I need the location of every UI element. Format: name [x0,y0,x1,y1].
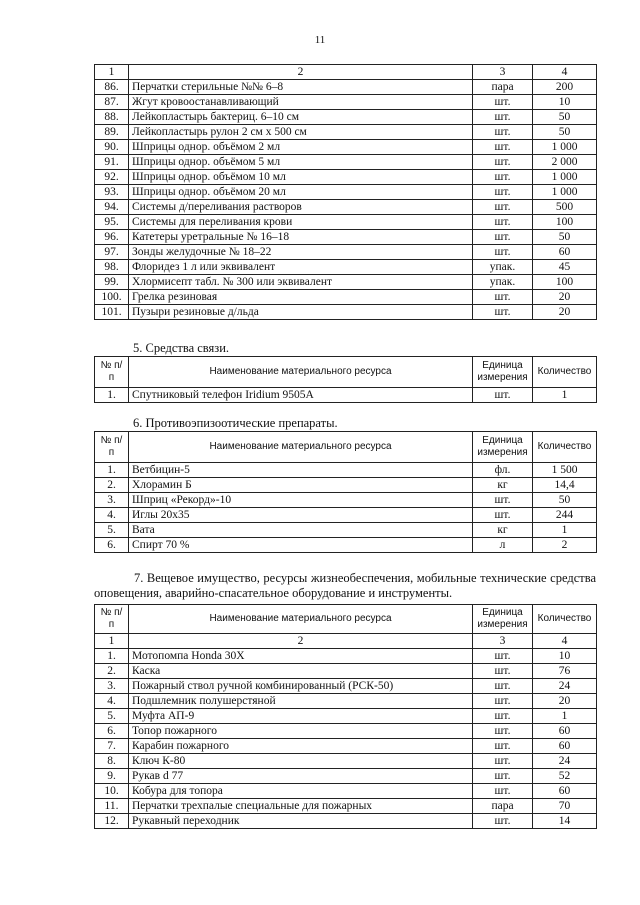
table-row [95,170,597,185]
item-name: Мотопомпа Honda 30X [129,649,473,664]
table-row [95,478,597,493]
item-unit: шт. [473,784,533,799]
item-name: Шприцы однор. объёмом 2 мл [129,140,473,155]
item-quantity: 244 [533,508,597,523]
column-number: 1 [95,65,129,80]
header-unit: Единица измерения [473,357,533,388]
item-unit: шт. [473,155,533,170]
item-quantity: 50 [533,110,597,125]
header-quantity: Количество [533,432,597,463]
row-number: 3. [95,679,129,694]
item-quantity: 100 [533,275,597,290]
item-quantity: 70 [533,799,597,814]
item-quantity: 50 [533,230,597,245]
item-name: Шприцы однор. объёмом 20 мл [129,185,473,200]
item-name: Зонды желудочные № 18–22 [129,245,473,260]
item-unit: шт. [473,493,533,508]
item-name: Каска [129,664,473,679]
item-name: Жгут кровоостанавливающий [129,95,473,110]
item-quantity: 60 [533,245,597,260]
item-quantity: 76 [533,664,597,679]
row-number: 11. [95,799,129,814]
item-quantity: 14,4 [533,478,597,493]
item-name: Подшлемник полушерстяной [129,694,473,709]
table-row [95,694,597,709]
header-quantity: Количество [533,605,597,634]
item-name: Шприцы однор. объёмом 10 мл [129,170,473,185]
item-unit: кг [473,523,533,538]
table-row [95,185,597,200]
page-number: 11 [314,34,326,46]
row-number: 99. [95,275,129,290]
item-quantity: 2 000 [533,155,597,170]
item-name: Хлорамин Б [129,478,473,493]
header-name: Наименование материального ресурса [129,432,473,463]
row-number: 6. [95,724,129,739]
item-unit: шт. [473,664,533,679]
item-unit: шт. [473,814,533,829]
table-row [95,769,597,784]
table-row [95,799,597,814]
row-number: 4. [95,508,129,523]
row-number: 10. [95,784,129,799]
item-unit: шт. [473,754,533,769]
row-number: 90. [95,140,129,155]
item-quantity: 50 [533,125,597,140]
row-number: 1. [95,649,129,664]
item-name: Грелка резиновая [129,290,473,305]
row-number: 4. [95,694,129,709]
item-quantity: 60 [533,739,597,754]
item-name: Перчатки трехпалые специальные для пожарных [129,799,473,814]
antiepizootic-table [94,431,597,553]
section-7-caption: 7. Вещевое имущество, ресурсы жизнеобеспечения, мобильные технические средства оповещения, аварийно-спасательное оборудование и инструменты. [94,571,596,600]
item-quantity: 2 [533,538,597,553]
item-name: Спирт 70 % [129,538,473,553]
row-number: 2. [95,478,129,493]
row-number: 2. [95,664,129,679]
column-number: 3 [473,65,533,80]
row-number: 95. [95,215,129,230]
item-unit: кг [473,478,533,493]
table-row [95,493,597,508]
item-unit: шт. [473,679,533,694]
item-quantity: 200 [533,80,597,95]
row-number: 1. [95,463,129,478]
row-number: 98. [95,260,129,275]
row-number: 12. [95,814,129,829]
table-row [95,110,597,125]
item-name: Иглы 20х35 [129,508,473,523]
table-row [95,508,597,523]
item-name: Системы для переливания крови [129,215,473,230]
column-number: 4 [533,65,597,80]
column-number-row [95,634,597,649]
item-quantity: 1 000 [533,185,597,200]
item-unit: шт. [473,739,533,754]
equipment-table [94,604,597,829]
row-number: 7. [95,739,129,754]
item-quantity: 1 [533,523,597,538]
row-number: 9. [95,769,129,784]
table-row [95,709,597,724]
item-quantity: 24 [533,679,597,694]
row-number: 8. [95,754,129,769]
item-quantity: 10 [533,649,597,664]
row-number: 93. [95,185,129,200]
item-name: Лейкопластырь бактериц. 6–10 см [129,110,473,125]
item-name: Ветбицин-5 [129,463,473,478]
item-quantity: 24 [533,754,597,769]
row-number: 88. [95,110,129,125]
item-unit: л [473,538,533,553]
item-quantity: 500 [533,200,597,215]
item-name: Перчатки стерильные №№ 6–8 [129,80,473,95]
row-number: 91. [95,155,129,170]
header-name: Наименование материального ресурса [129,357,473,388]
item-name: Лейкопластырь рулон 2 см х 500 см [129,125,473,140]
column-number: 1 [95,634,129,649]
table-row [95,754,597,769]
row-number: 97. [95,245,129,260]
item-name: Катетеры уретральные № 16–18 [129,230,473,245]
column-number: 3 [473,634,533,649]
item-unit: шт. [473,724,533,739]
item-name: Ключ К-80 [129,754,473,769]
table-row [95,275,597,290]
item-quantity: 52 [533,769,597,784]
row-number: 94. [95,200,129,215]
item-unit: шт. [473,215,533,230]
table-row [95,230,597,245]
item-quantity: 1 [533,388,597,403]
item-quantity: 14 [533,814,597,829]
table-row [95,245,597,260]
item-name: Топор пожарного [129,724,473,739]
item-name: Вата [129,523,473,538]
header-number: № п/п [95,605,129,634]
item-name: Шприцы однор. объёмом 5 мл [129,155,473,170]
table-row [95,200,597,215]
item-name: Пожарный ствол ручной комбинированный (РСК-50) [129,679,473,694]
table-row [95,388,597,403]
item-name: Системы д/переливания растворов [129,200,473,215]
table-row [95,215,597,230]
table-row [95,140,597,155]
item-unit: упак. [473,260,533,275]
row-number: 100. [95,290,129,305]
table-row [95,260,597,275]
item-quantity: 1 000 [533,140,597,155]
item-name: Карабин пожарного [129,739,473,754]
item-unit: шт. [473,508,533,523]
item-unit: шт. [473,305,533,320]
item-unit: шт. [473,694,533,709]
header-row [95,605,597,634]
row-number: 96. [95,230,129,245]
item-quantity: 20 [533,305,597,320]
header-number: № п/п [95,432,129,463]
header-name: Наименование материального ресурса [129,605,473,634]
item-unit: шт. [473,230,533,245]
item-quantity: 60 [533,724,597,739]
item-name: Пузыри резиновые д/льда [129,305,473,320]
item-quantity: 20 [533,694,597,709]
header-number: № п/п [95,357,129,388]
table-row [95,125,597,140]
table-row [95,523,597,538]
item-name: Рукав d 77 [129,769,473,784]
table-row [95,724,597,739]
item-quantity: 100 [533,215,597,230]
column-number: 4 [533,634,597,649]
table-row [95,679,597,694]
item-unit: шт. [473,709,533,724]
table-row [95,784,597,799]
item-unit: шт. [473,200,533,215]
item-quantity: 1 [533,709,597,724]
table-row [95,155,597,170]
column-number: 2 [129,65,473,80]
item-name: Хлормисепт табл. № 300 или эквивалент [129,275,473,290]
item-unit: шт. [473,769,533,784]
row-number: 6. [95,538,129,553]
item-unit: шт. [473,649,533,664]
row-number: 101. [95,305,129,320]
table-row [95,463,597,478]
item-unit: пара [473,80,533,95]
item-unit: шт. [473,95,533,110]
row-number: 1. [95,388,129,403]
item-name: Кобура для топора [129,784,473,799]
item-unit: упак. [473,275,533,290]
item-quantity: 1 000 [533,170,597,185]
row-number: 5. [95,709,129,724]
item-name: Спутниковый телефон Iridium 9505A [129,388,473,403]
table-row [95,305,597,320]
item-unit: пара [473,799,533,814]
header-unit: Единица измерения [473,432,533,463]
row-number: 86. [95,80,129,95]
item-unit: шт. [473,125,533,140]
item-quantity: 1 500 [533,463,597,478]
item-unit: шт. [473,110,533,125]
section-6-caption: 6. Противоэпизоотические препараты. [133,416,338,430]
row-number: 89. [95,125,129,140]
header-unit: Единица измерения [473,605,533,634]
item-quantity: 60 [533,784,597,799]
table-row [95,290,597,305]
item-unit: шт. [473,290,533,305]
row-number: 5. [95,523,129,538]
item-name: Шприц «Рекорд»-10 [129,493,473,508]
table-row [95,739,597,754]
item-name: Флоридез 1 л или эквивалент [129,260,473,275]
item-name: Муфта АП-9 [129,709,473,724]
item-unit: шт. [473,245,533,260]
row-number: 87. [95,95,129,110]
row-number: 3. [95,493,129,508]
section-5-caption: 5. Средства связи. [133,341,230,355]
item-quantity: 45 [533,260,597,275]
table-row [95,814,597,829]
column-number-row [95,65,597,80]
item-unit: шт. [473,388,533,403]
table-row [95,649,597,664]
header-row [95,357,597,388]
item-unit: шт. [473,185,533,200]
row-number: 92. [95,170,129,185]
item-quantity: 10 [533,95,597,110]
table-row [95,80,597,95]
header-row [95,432,597,463]
table-row [95,95,597,110]
column-number: 2 [129,634,473,649]
item-name: Рукавный переходник [129,814,473,829]
item-quantity: 20 [533,290,597,305]
table-row [95,538,597,553]
communication-table [94,356,597,403]
supplies-table-continued [94,64,597,320]
item-unit: шт. [473,170,533,185]
table-row [95,664,597,679]
item-unit: фл. [473,463,533,478]
item-quantity: 50 [533,493,597,508]
header-quantity: Количество [533,357,597,388]
item-unit: шт. [473,140,533,155]
